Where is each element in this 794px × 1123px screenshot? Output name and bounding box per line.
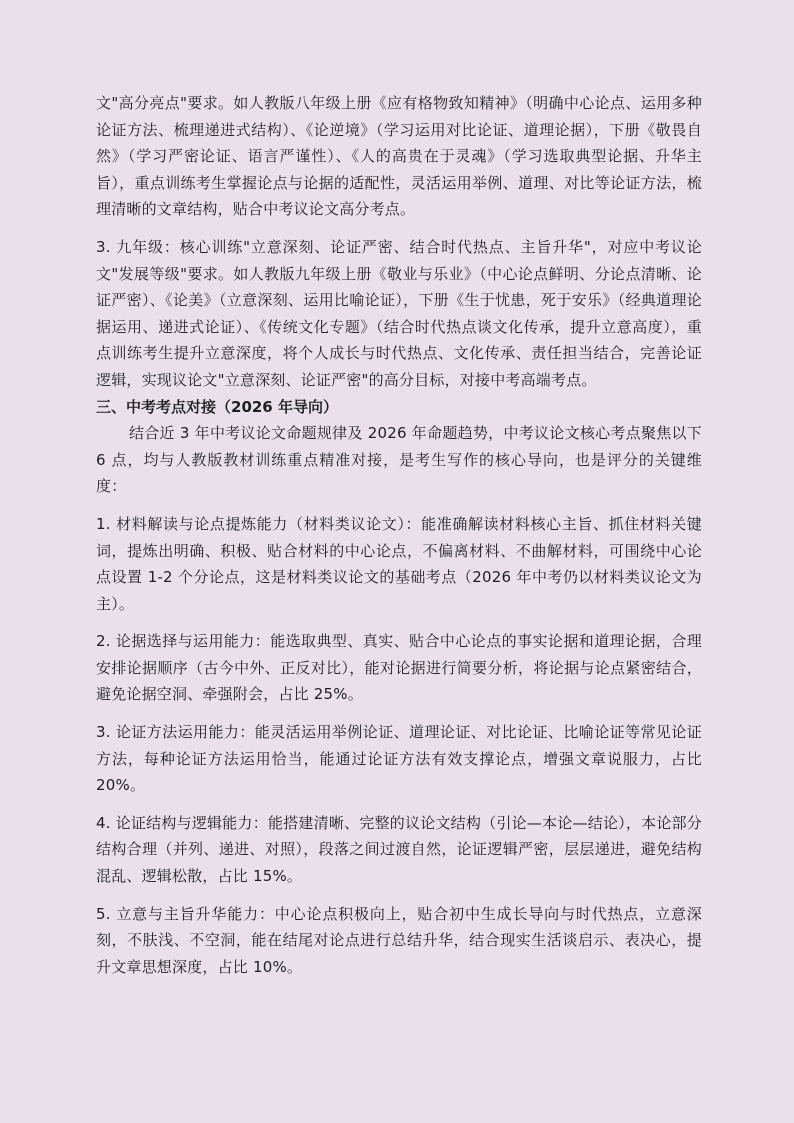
point-item: 3. 论证方法运用能力：能灵活运用举例论证、道理论证、对比论证、比喻论证等常见论证方法，每种论证方法运用恰当，能通过论证方法有效支撑论点，增强文章说服力，占比 20%。 bbox=[96, 723, 702, 795]
grade8-paragraph-continuation: 文"高分亮点"要求。如人教版八年级上册《应有格物致知精神》（明确中心论点、运用多种论证方法、梳理递进式结构）、《论逆境》（学习运用对比论证、道理论据），下册《敬畏自然》（学习严密论证、语言严谨性）、《人的高贵在于灵魂》（学习选取典型论据、升华主旨），重点训练考生掌握论点与论据的适配性，灵活运用举例、道理、对比等论证方法，梳理清晰的文章结构，贴合中考议论文高分考点。 bbox=[96, 94, 702, 219]
point-item: 1. 材料解读与论点提炼能力（材料类议论文）：能准确解读材料核心主旨、抓住材料关键词，提炼出明确、积极、贴合材料的中心论点，不偏离材料、不曲解材料，可围绕中心论点设置 1-2 个分论点，这是材料类议论文的基础考点（2026 年中考仍以材料类议论文为主）。 bbox=[96, 514, 702, 613]
section-heading: 三、中考考点对接（2026 年导向） bbox=[96, 397, 338, 416]
document-page bbox=[96, 90, 702, 980]
grade9-paragraph: 3. 九年级：核心训练"立意深刻、论证严密、结合时代热点、主旨升华"，对应中考议论文"发展等级"要求。如人教版九年级上册《敬业与乐业》（中心论点鲜明、分论点清晰、论证严密）、《论美》（立意深刻、运用比喻论证），下册《生于忧患，死于安乐》（经典道理论据运用、递进式论证）、《传统文化专题》（结合时代热点谈文化传承，提升立意高度），重点训练考生提升立意深度，将个人成长与时代热点、文化传承、责任担当结合，完善论证逻辑，实现议论文"立意深刻、论证严密"的高分目标，对接中考高端考点。 bbox=[96, 237, 702, 389]
point-item: 2. 论据选择与运用能力：能选取典型、真实、贴合中心论点的事实论据和道理论据，合理安排论据顺序（古今中外、正反对比），能对论据进行简要分析，将论据与论点紧密结合，避免论据空洞、牵强附会，占比 25%。 bbox=[96, 632, 702, 704]
point-item: 4. 论证结构与逻辑能力：能搭建清晰、完整的议论文结构（引论—本论—结论），本论部分结构合理（并列、递进、对照），段落之间过渡自然，论证逻辑严密，层层递进，避免结构混乱、逻辑松散，占比 15%。 bbox=[96, 813, 702, 886]
section-intro: 结合近 3 年中考议论文命题规律及 2026 年命题趋势，中考议论文核心考点聚焦以下 6 点，均与人教版教材训练重点精准对接，是考生写作的核心导向，也是评分的关键维度： bbox=[96, 424, 702, 496]
point-item: 5. 立意与主旨升华能力：中心论点积极向上，贴合初中生成长导向与时代热点，立意深刻，不肤浅、不空洞，能在结尾对论点进行总结升华，结合现实生活谈启示、表决心，提升文章思想深度，占比 10%。 bbox=[96, 904, 702, 976]
